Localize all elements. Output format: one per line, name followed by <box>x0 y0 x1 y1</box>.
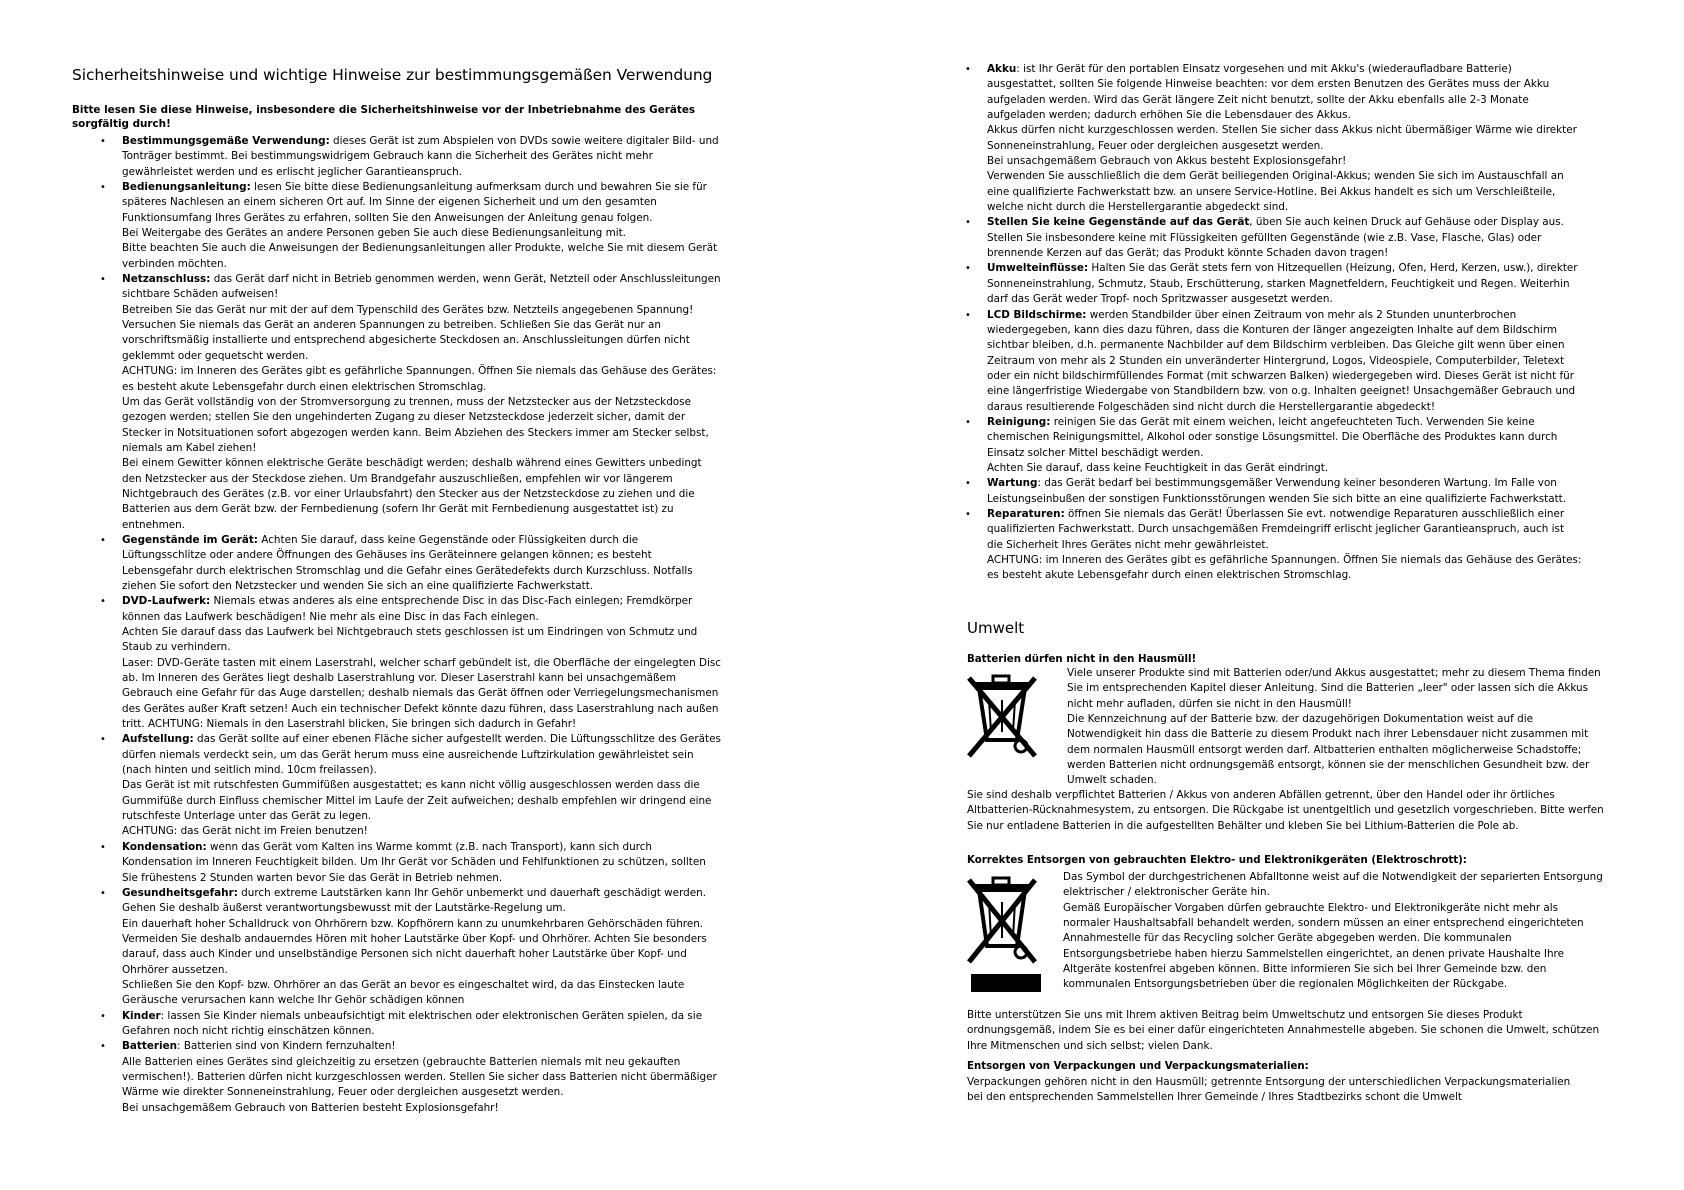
bullet-icon: • <box>100 136 106 147</box>
list-item: • Aufstellung: das Gerät sollte auf einer ebenen Fläche sicher aufgestellt werden. Die Lüftungsschlitze des Gerätes dürfen niemals verdeckt sein, um das Gerät herum muss eine ausreichende Luftzirkulation gewährleistet sein (nach hinten und seitlich mind. 10cm freilassen). Das Gerät ist mit rutschfesten Gummifüßen ausgestattet; es kann nicht völlig ausgeschlossen werden dass die Gummifüße durch Einfluss chemischer Mittel im Laufe der Zeit aufweichen; deshalb empfehlen wir dringend eine rutschfeste Unterlage unter das Gerät zu legen. ACHTUNG: das Gerät nicht im Freien benutzen! <box>100 733 721 838</box>
bullet-icon: • <box>100 734 106 746</box>
list-item: • LCD Bildschirme: werden Standbilder über einen Zeitraum von mehr als 2 Stunden ununterbrochen wiedergegeben, kann dies dazu führen, dass die Konturen der länger angezeigten Inhalte auf dem Bildschirm sichtbar bleiben, d.h. permanente Nachbilder auf dem Bildschirm verbleiben. Das Gleiche gilt wenn über einen Zeitraum von mehr als 2 Stunden ein unveränderter Hintergrund, Logos, Videospiele, Computerbilder, Teletext oder ein nicht bildschirmfüllendes Format (mit schwarzen Balken) wiedergegeben wird. Dieses Gerät ist nicht für eine längerfristige Wiedergabe von Standbildern bzw. von o.g. Inhalten geeignet! Unsachgemäßer Gebrauch und daraus resultierende Folgeschäden sind nicht durch die Herstellergarantie abgedeckt! <box>965 308 1576 413</box>
umwelt-heading: Umwelt <box>967 619 1025 637</box>
list-item: • Akku: ist Ihr Gerät für den portablen Einsatz vorgesehen und mit Akku's (wiederaufladbare Batterie) ausgestattet, sollten Sie folgende Hinweise beachten: vor dem ersten Benutzen des Gerätes muss der Akku aufgeladen werden. Wird das Gerät längere Zeit nicht benutzt, sollte der Akku ebenfalls alle 2-3 Monate aufgeladen werden; dadurch erhöhen Sie die Lebensdauer des Akkus. Akkus dürfen nicht kurzgeschlossen werden. Stellen Sie sicher dass Akkus nicht übermäßiger Wärme wie direkter Sonneneinstrahlung, Feuer oder dergleichen ausgesetzt werden. Bei unsachgemäßem Gebrauch von Akkus besteht Explosionsgefahr! Verwenden Sie ausschließlich die dem Gerät beiliegenden Original-Akkus; wenden Sie sich im Austauschfall an eine qualifizierte Fachwerkstatt bzw. an unsere Service-Hotline. Bei Akkus handelt es sich um Verschleißteile, welche nicht durch die Herstellergarantie abgedeckt sind. <box>965 63 1577 214</box>
bullet-icon: • <box>965 64 971 75</box>
list-item: • Gegenstände im Gerät: Achten Sie darauf, dass keine Gegenstände oder Flüssigkeiten durch die Lüftungsschlitze oder andere Öffnungen des Gehäuses ins Geräteinnere gelangen können; es besteht Lebensgefahr durch elektrischen Stromschlag und die Gefahr eines Gerätedefekts durch Kurzschluss. Notfalls ziehen Sie sofort den Netzstecker und wenden Sie sich an eine qualifizierte Fachwerkstatt. <box>100 533 693 592</box>
list-item: • Kinder: lassen Sie Kinder niemals unbeaufsichtigt mit elektrischen oder elektronischen Geräten spielen, da sie Gefahren noch nicht richtig einschätzen können. <box>100 1009 703 1037</box>
bullet-icon: • <box>100 182 106 194</box>
electro-support-text: Bitte unterstützen Sie uns mit Ihrem aktiven Beitrag beim Umweltschutz und entsorgen Sie dieses Produkt ordnungsgemäß, indem Sie es bei einer dafür eingerichteten Annahmestelle abgeben. Sie schonen die Umwelt, schützen Ihre Mitmenschen und sich selbst; vielen Dank. <box>967 1009 1600 1052</box>
bullet-icon: • <box>100 1010 106 1022</box>
bullet-icon: • <box>965 508 971 520</box>
crossed-out-wheelie-bin-icon <box>965 670 1045 764</box>
left-safety-list <box>72 134 722 1116</box>
list-item: • Reinigung: reinigen Sie das Gerät mit einem weichen, leicht angefeuchteten Tuch. Verwenden Sie keine chemischen Reinigungsmittel, Alkohol oder sonstige Lösungsmittel. Die Oberfläche des Produktes kann durch Einsatz solcher Mittel beschädigt werden. Achten Sie darauf, dass keine Feuchtigkeit in das Gerät eindringt. <box>965 415 1558 474</box>
bullet-icon: • <box>100 887 106 899</box>
crossed-out-wheelie-bin-icon <box>965 872 1045 1002</box>
packaging-heading: Entsorgen von Verpackungen und Verpackungsmaterialien: <box>967 1061 1309 1072</box>
bullet-icon: • <box>965 478 971 490</box>
list-item: • Stellen Sie keine Gegenstände auf das Gerät, üben Sie auch keinen Druck auf Gehäuse oder Display aus. Stellen Sie insbesondere keine mit Flüssigkeiten gefüllten Gegenstände (wie z.B. Vase, Flasche, Glas) oder brennende Kerzen auf das Gerät; das Produkt könnte Schaden davon tragen! <box>965 216 1564 260</box>
bullet-icon: • <box>100 534 106 546</box>
list-item: • Kondensation: wenn das Gerät vom Kalten ins Warme kommt (z.B. nach Transport), kann sich durch Kondensation im Inneren Feuchtigkeit bilden. Um Ihr Gerät vor Schäden und Fehlfunktionen zu schützen, sollten Sie frühestens 2 Stunden warten bevor Sie das Gerät in Betrieb nehmen. <box>100 840 706 884</box>
intro-text: Bitte lesen Sie diese Hinweise, insbesondere die Sicherheitshinweise vor der Inbetriebnahme des Gerätes sorgfältig durch! <box>72 104 696 130</box>
electro-text: Das Symbol der durchgestrichenen Abfalltonne weist auf die Notwendigkeit der separierten Entsorgung elektrischer / elektronischer Geräte hin. Gemäß Europäischer Vorgaben dürfen gebrauchte Elektro- und Elektronikgeräte nicht mehr als normaler Haushaltsabfall behandelt werden, sondern müssen an einer entsprechend eingerichteten Annahmestelle für das Recycling solcher Geräte abgegeben werden. Die kommunalen Entsorgungsbetriebe haben hierzu Sammelstellen eingerichtet, an denen private Haushalte Ihre Altgeräte kostenfrei abgeben können. Bitte informieren Sie sich bei Ihrer Gemeinde bzw. den kommunalen Entsorgungsbetrieben über die regionalen Möglichkeiten der Rückgabe. <box>1063 871 1603 991</box>
bullet-icon: • <box>100 1041 106 1053</box>
batteries-text: Viele unserer Produkte sind mit Batterien oder/und Akkus ausgestattet; mehr zu diesem Thema finden Sie im entsprechenden Kapitel dieser Anleitung. Sind die Batterien „leer" oder lassen sich die Akkus nicht mehr aufladen, dürfen sie nicht in den Hausmüll! Die Kennzeichnung auf der Batterie bzw. der dazugehörigen Dokumentation weist auf die Notwendigkeit hin dass die Batterie zu diesem Produkt nach ihrer Lebensdauer nicht zusammen mit dem normalen Hausmüll entsorgt werden darf. Altbatterien enthalten möglicherweise Schadstoffe; werden Batterien nicht ordnungsgemäß entsorgt, können sie der menschlichen Gesundheit bzw. der Umwelt schaden. <box>1067 667 1601 787</box>
bullet-icon: • <box>100 596 106 608</box>
electro-heading: Korrektes Entsorgen von gebrauchten Elektro- und Elektronikgeräten (Elektroschrott): <box>967 855 1467 866</box>
packaging-text: Verpackungen gehören nicht in den Hausmüll; getrennte Entsorgung der unterschiedlichen Verpackungsmaterialien bei den entsprechenden Sammelstellen Ihrer Gemeinde / Ihres Stadtbezirks schont die Umwelt <box>967 1076 1571 1104</box>
list-item: • Batterien: Batterien sind von Kindern fernzuhalten! Alle Batterien eines Gerätes sind gleichzeitig zu ersetzen (gebrauchte Batterien niemals mit neu gekauften vermischen!). Batterien dürfen nicht kurzgeschlossen werden. Stellen Sie sicher dass Batterien nicht übermäßiger Wärme wie direkter Sonneneinstrahlung, Feuer oder dergleichen ausgesetzt werden. Bei unsachgemäßem Gebrauch von Batterien besteht Explosionsgefahr! <box>100 1040 717 1114</box>
right-safety-list <box>937 62 1582 584</box>
batteries-obligation-text: Sie sind deshalb verpflichtet Batterien / Akkus von anderen Abfällen getrennt, über den Handel oder ihr örtliches Altbatterien-Rücknahmesystem, zu entsorgen. Die Rückgabe ist unentgeltlich und gesetzlich vorgeschrieben. Bitte werfen Sie nur entladene Batterien in die aufgestellten Behälter und kleben Sie bei Lithium-Batterien die Pole ab. <box>967 789 1604 832</box>
page-title: Sicherheitshinweise und wichtige Hinweise zur bestimmungsgemäßen Verwendung <box>72 66 713 84</box>
list-item: • DVD-Laufwerk: Niemals etwas anderes als eine entsprechende Disc in das Disc-Fach einlegen; Fremdkörper können das Laufwerk beschädigen! Nie mehr als eine Disc in das Fach einlegen. Achten Sie darauf dass das Laufwerk bei Nichtgebrauch stets geschlossen ist um Eindringen von Schmutz und Staub zu verhindern. Laser: DVD-Geräte tasten mit einem Laserstrahl, welcher scharf gebündelt ist, die Oberfläche der eingelegten Disc ab. Im Inneren des Gerätes liegt deshalb Laserstrahlung vor. Dieser Laserstrahl kann bei unsachgemäßem Gebrauch eine Gefahr für das Auge darstellen; deshalb niemals das Gerät öffnen oder Verriegelungsmechanismen des Gerätes außer Kraft setzen! Auch ein technischer Defekt könnte dazu führen, dass Laserstrahlung nach außen tritt. ACHTUNG: Niemals in den Laserstrahl blicken, Sie bringen sich dadurch in Gefahr! <box>100 595 722 731</box>
batteries-heading: Batterien dürfen nicht in den Hausmüll! <box>967 654 1197 665</box>
list-item: • Bestimmungsgemäße Verwendung: dieses Gerät ist zum Abspielen von DVDs sowie weitere digitaler Bild- und Tonträger bestimmt. Bei bestimmungswidrigem Gebrauch kann die Sicherheit des Gerätes nicht mehr gewährleistet werden und es erlischt jeglicher Garantieanspruch. <box>100 135 719 178</box>
bullet-icon: • <box>100 274 106 286</box>
bullet-icon: • <box>965 309 971 321</box>
list-item: • Wartung: das Gerät bedarf bei bestimmungsgemäßer Verwendung keiner besonderen Wartung. Im Falle von Leistungseinbußen der sonstigen Funktionsstörungen wenden Sie sich bitte an eine qualifizierte Fachwerkstatt. <box>965 477 1567 505</box>
bullet-icon: • <box>965 416 971 428</box>
list-item: • Netzanschluss: das Gerät darf nicht in Betrieb genommen werden, wenn Gerät, Netzteil oder Anschlussleitungen sichtbare Schäden aufweisen! Betreiben Sie das Gerät nur mit der auf dem Typenschild des Gerätes bzw. Netzteils angegebenen Spannung! Versuchen Sie niemals das Gerät an anderen Spannungen zu betreiben. Schließen Sie das Gerät nur an vorschriftsmäßig installierte und entsprechend abgesicherte Steckdosen an. Anschlussleitungen dürfen nicht geklemmt oder gequetscht werden. ACHTUNG: im Inneren des Gerätes gibt es gefährliche Spannungen. Öffnen Sie niemals das Gehäuse des Gerätes: es besteht akute Lebensgefahr durch einen elektrischen Stromschlag. Um das Gerät vollständig von der Stromversorgung zu trennen, muss der Netzstecker aus der Netzsteckdose gezogen werden; stellen Sie den ungehinderten Zugang zu dieser Netzsteckdose jederzeit sicher, damit der Stecker in Notsituationen sofort abgezogen werden kann. Beim Abziehen des Steckers immer am Stecker selbst, niemals am Kabel ziehen! Bei einem Gewitter können elektrische Geräte beschädigt werden; deshalb während eines Gewitters unbedingt den Netzstecker aus der Steckdose ziehen. Um Brandgefahr auszuschließen, empfehlen wir vor längerem Nichtgebrauch des Gerätes (z.B. vor einer Urlaubsfahrt) den Stecker aus der Netzsteckdose zu ziehen und die Batterien aus dem Gerät bzw. der Fernbedienung (sofern Ihr Gerät mit Fernbedienung ausgestattet ist) zu entnehmen. <box>100 273 721 531</box>
bullet-icon: • <box>965 217 971 229</box>
list-item: • Umwelteinflüsse: Halten Sie das Gerät stets fern von Hitzequellen (Heizung, Ofen, Herd, Kerzen, usw.), direkter Sonneneinstrahlung, Schmutz, Staub, Erschütterung, starken Magnetfeldern, Feuchtigkeit und Regen. Weiterhin darf das Gerät weder Tropf- noch Spritzwasser ausgesetzt werden. <box>965 262 1578 306</box>
bullet-icon: • <box>100 841 106 853</box>
list-item: • Gesundheitsgefahr: durch extreme Lautstärken kann Ihr Gehör unbemerkt und dauerhaft geschädigt werden. Gehen Sie deshalb äußerst verantwortungsbewusst mit der Lautstärke-Regelung um. Ein dauerhaft hoher Schalldruck von Ohrhörern bzw. Kopfhörern kann zu unumkehrbaren Gehörschäden führen. Vermeiden Sie deshalb andauerndes Hören mit hoher Lautstärke über Kopf- und Ohrhörer. Achten Sie besonders darauf, dass auch Kinder und unselbständige Personen sich nicht dauerhaft hoher Lautstärke über Kopf- und Ohrhörer aussetzen. Schließen Sie den Kopf- bzw. Ohrhörer an das Gerät an bevor es eingeschaltet wird, da das Einstecken laute Geräusche verursachen kann welche Ihr Gehör schädigen können <box>100 886 707 1007</box>
bullet-icon: • <box>965 263 971 275</box>
list-item: • Reparaturen: öffnen Sie niemals das Gerät! Überlassen Sie evt. notwendige Reparaturen ausschließlich einer qualifizierten Fachwerkstatt. Durch unsachgemäßen Fremdeingriff erlischt jeglicher Garantieanspruch, auch ist die Sicherheit Ihres Gerätes nicht mehr gewährleistet. ACHTUNG: im Inneren des Gerätes gibt es gefährliche Spannungen. Öffnen Sie niemals das Gehäuse des Gerätes: es besteht akute Lebensgefahr durch einen elektrischen Stromschlag. <box>965 507 1582 582</box>
list-item: • Bedienungsanleitung: lesen Sie bitte diese Bedienungsanleitung aufmerksam durch und bewahren Sie sie für späteres Nachlesen an einem sicheren Ort auf. Im Sinne der eigenen Sicherheit und um den gesamten Funktionsumfang Ihres Gerätes zu erfahren, sollten Sie den Anweisungen der Anleitung genau folgen. Bei Weitergabe des Gerätes an andere Personen geben Sie auch diese Bedienungsanleitung mit. Bitte beachten Sie auch die Anweisungen der Bedienungsanleitungen aller Produkte, welche Sie mit diesem Gerät verbinden möchten. <box>100 181 718 270</box>
